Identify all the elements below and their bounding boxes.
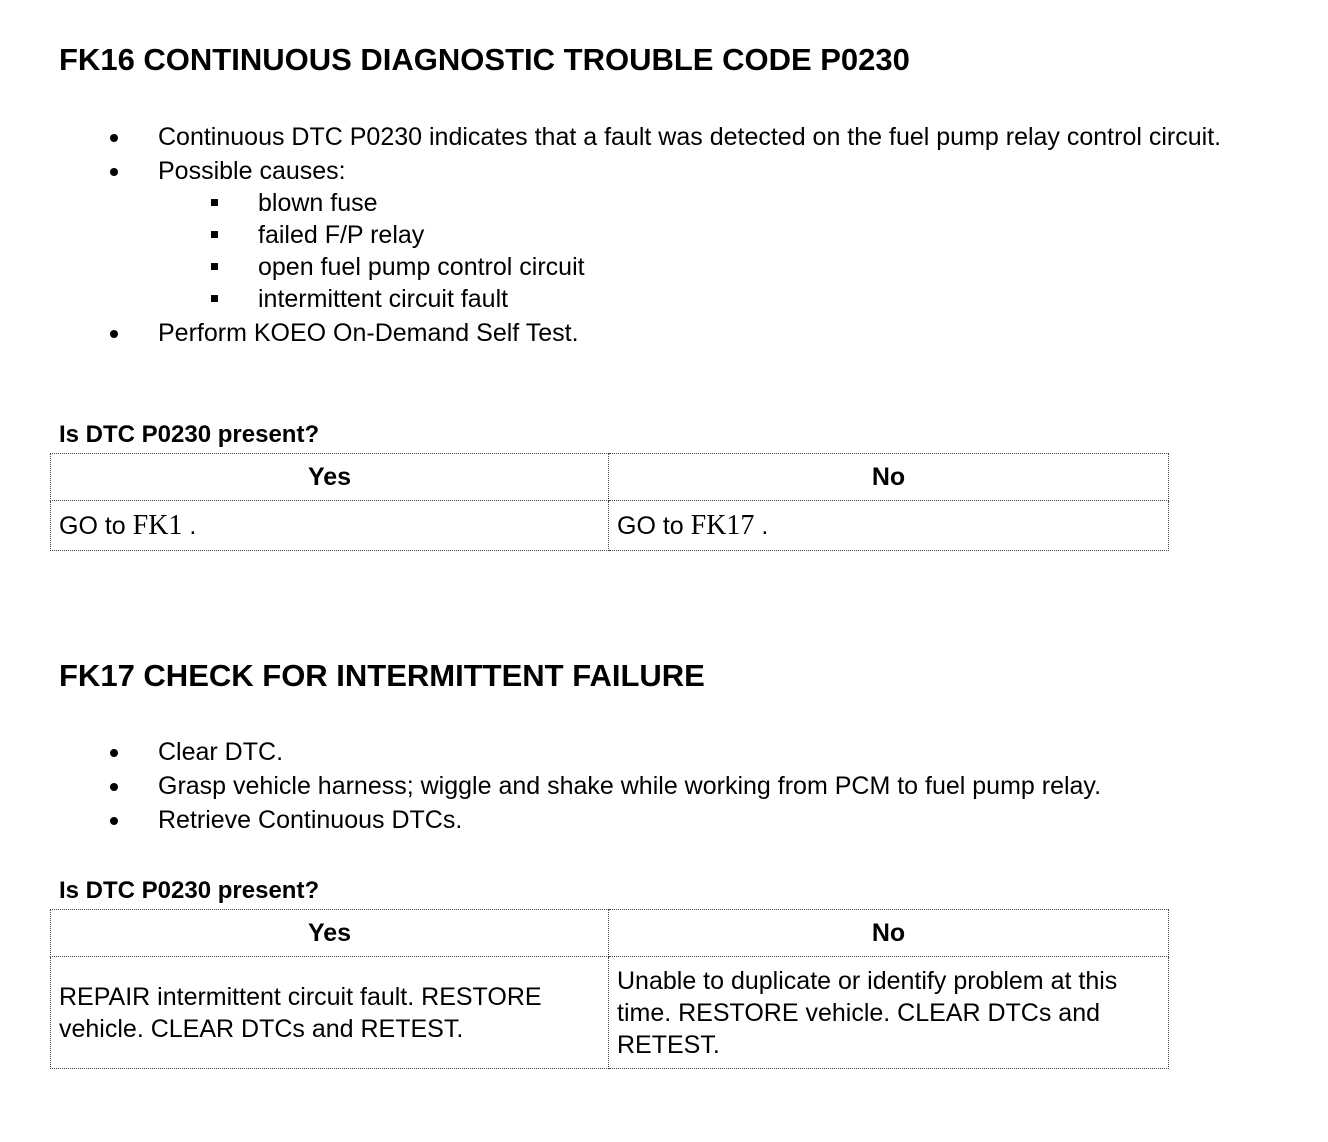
bullet-dot-icon (110, 168, 118, 176)
bullet-text: Possible causes: (158, 157, 346, 185)
table-row (51, 501, 1169, 551)
yes-suffix: . (182, 511, 197, 540)
list-item (0, 804, 1268, 836)
square-bullet-icon (211, 199, 218, 206)
square-bullet-icon (211, 231, 218, 238)
cause-text: intermittent circuit fault (258, 285, 509, 313)
bullet-dot-icon (110, 134, 118, 142)
yes-header: Yes (51, 910, 609, 957)
bullet-text: Clear DTC. (158, 738, 284, 766)
yes-cell (51, 501, 609, 551)
bullet-dot-icon (110, 783, 118, 791)
list-item (0, 736, 1268, 768)
fk16-answer-table (50, 453, 1169, 551)
bullet-text: Perform KOEO On-Demand Self Test. (158, 319, 579, 347)
section-title-fk16: FK16 CONTINUOUS DIAGNOSTIC TROUBLE CODE P0230 (59, 42, 910, 77)
no-header: No (609, 910, 1169, 957)
bullet-text: Grasp vehicle harness; wiggle and shake while working from PCM to fuel pump relay. (158, 772, 1102, 800)
bullet-text: Continuous DTC P0230 indicates that a fault was detected on the fuel pump relay control circuit. (158, 123, 1222, 151)
fk17-link[interactable]: FK17 (690, 509, 755, 541)
sub-list-item (158, 251, 1268, 283)
no-prefix: GO to (617, 511, 691, 540)
bullet-dot-icon (110, 330, 118, 338)
list-item (0, 770, 1268, 802)
table-row (51, 957, 1169, 1069)
no-cell: Unable to duplicate or identify problem at this time. RESTORE vehicle. CLEAR DTCs and RETEST. (609, 957, 1169, 1069)
bullet-dot-icon (110, 817, 118, 825)
list-item (0, 155, 1268, 315)
sub-list-item (158, 283, 1268, 315)
bullet-dot-icon (110, 749, 118, 757)
cause-text: blown fuse (258, 189, 378, 217)
fk16-question: Is DTC P0230 present? (59, 421, 320, 448)
list-item (0, 317, 1268, 349)
cause-text: failed F/P relay (258, 221, 425, 249)
cause-text: open fuel pump control circuit (258, 253, 585, 281)
yes-cell: REPAIR intermittent circuit fault. RESTORE vehicle. CLEAR DTCs and RETEST. (51, 957, 609, 1069)
sub-list-item (158, 219, 1268, 251)
yes-header: Yes (51, 454, 609, 501)
fk16-bullet-list (0, 121, 1268, 351)
section-title-fk17: FK17 CHECK FOR INTERMITTENT FAILURE (59, 658, 705, 693)
fk1-link[interactable]: FK1 (132, 509, 183, 541)
fk17-answer-table (50, 909, 1169, 1069)
yes-prefix: GO to (59, 511, 133, 540)
fk17-bullet-list (0, 736, 1268, 838)
table-header-row (51, 910, 1169, 957)
possible-causes-list (158, 187, 1268, 315)
no-header: No (609, 454, 1169, 501)
no-suffix: . (754, 511, 769, 540)
square-bullet-icon (211, 263, 218, 270)
sub-list-item (158, 187, 1268, 219)
bullet-text: Retrieve Continuous DTCs. (158, 806, 463, 834)
table-header-row (51, 454, 1169, 501)
list-item (0, 121, 1268, 153)
no-cell (609, 501, 1169, 551)
fk17-question: Is DTC P0230 present? (59, 877, 320, 904)
square-bullet-icon (211, 295, 218, 302)
